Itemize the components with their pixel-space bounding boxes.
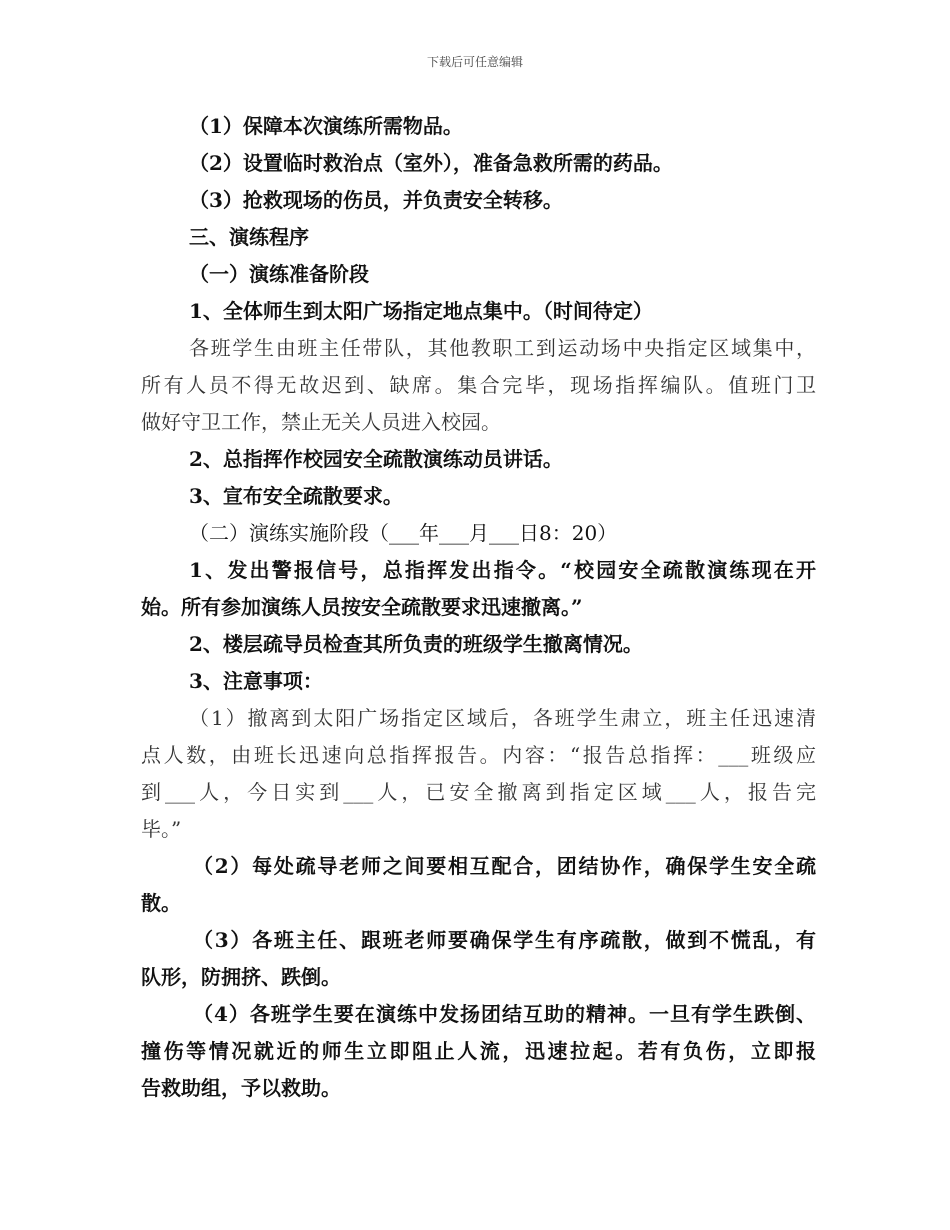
document-body bbox=[141, 108, 816, 1107]
paragraph-line: （3）抢救现场的伤员，并负责安全转移。 bbox=[189, 188, 563, 212]
paragraph-line: 1、全体师生到太阳广场指定地点集中。（时间待定） bbox=[189, 299, 653, 323]
paragraph-line: （1）撤离到太阳广场指定区域后，各班学生肃立，班主任迅速清 bbox=[189, 706, 816, 730]
paragraph-line: （2）设置临时救治点（室外），准备急救所需的药品。 bbox=[189, 151, 673, 175]
paragraph-line: 始。所有参加演练人员按安全疏散要求迅速撤离。” bbox=[141, 595, 583, 619]
paragraph-line: 撞伤等情况就近的师生立即阻止人流，迅速拉起。若有负伤，立即报 bbox=[141, 1039, 816, 1063]
paragraph-line: 3、注意事项： bbox=[189, 669, 323, 693]
paragraph-line: 告救助组，予以救助。 bbox=[141, 1076, 341, 1100]
paragraph-line: 做好守卫工作，禁止无关人员进入校园。 bbox=[141, 410, 501, 434]
paragraph-line: （4）各班学生要在演练中发扬团结互助的精神。一旦有学生跌倒、 bbox=[193, 1002, 816, 1026]
paragraph-line: 队形，防拥挤、跌倒。 bbox=[141, 965, 341, 989]
paragraph-line: （1）保障本次演练所需物品。 bbox=[189, 114, 463, 138]
paragraph-line: 2、总指挥作校园安全疏散演练动员讲话。 bbox=[189, 447, 563, 471]
section-heading: 三、演练程序 bbox=[189, 225, 309, 249]
paragraph-line: 1、发出警报信号，总指挥发出指令。“校园安全疏散演练现在开 bbox=[189, 558, 816, 582]
paragraph-line: 3、宣布安全疏散要求。 bbox=[189, 484, 403, 508]
paragraph-line: （2）每处疏导老师之间要相互配合，团结协作，确保学生安全疏 bbox=[193, 854, 816, 878]
paragraph-line: 各班学生由班主任带队，其他教职工到运动场中央指定区域集中， bbox=[189, 336, 816, 360]
subsection-heading: （一）演练准备阶段 bbox=[189, 262, 369, 286]
subsection-heading: （二）演练实施阶段（___年___月___日8：20） bbox=[189, 521, 618, 545]
paragraph-line: 2、楼层疏导员检查其所负责的班级学生撤离情况。 bbox=[189, 632, 643, 656]
paragraph-line: 散。 bbox=[141, 891, 181, 915]
page-header: 下载后可任意编辑 bbox=[426, 55, 523, 69]
paragraph-line: （3）各班主任、跟班老师要确保学生有序疏散，做到不慌乱，有 bbox=[193, 928, 816, 952]
paragraph-line: 所有人员不得无故迟到、缺席。集合完毕，现场指挥编队。值班门卫 bbox=[141, 373, 816, 397]
paragraph-line: 点人数，由班长迅速向总指挥报告。内容：“报告总指挥：___班级应 bbox=[141, 743, 816, 767]
paragraph-line: 到___人，今日实到___人，已安全撤离到指定区域___人，报告完 bbox=[141, 780, 816, 804]
paragraph-line: 毕。” bbox=[141, 817, 182, 841]
